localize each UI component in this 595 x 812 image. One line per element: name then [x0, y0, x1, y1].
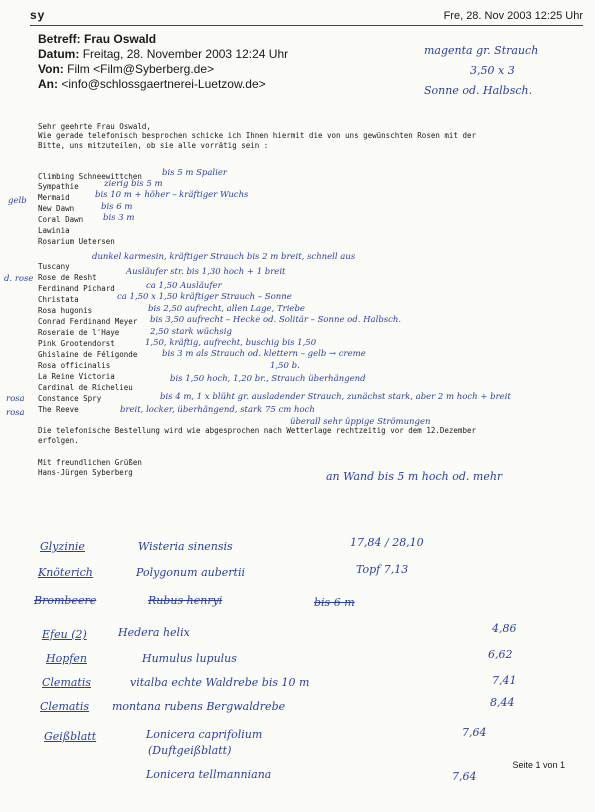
- plant-de: Efeu (2): [42, 628, 87, 641]
- plant-lat: Rubus henryi: [148, 594, 223, 607]
- plant-lat: Humulus lupulus: [142, 652, 237, 665]
- header-initials: sy: [30, 8, 46, 22]
- rose-item: Constance Spry: [38, 394, 102, 403]
- handwritten-note: breit, locker, überhängend, stark 75 cm hoch: [120, 405, 315, 415]
- margin-note-rosa: rosa: [6, 394, 25, 404]
- to-line: An: <info@schlossgaertnerei-Luetzow.de>: [38, 77, 266, 91]
- date-line: Datum: Freitag, 28. November 2003 12:24 Uhr: [38, 47, 289, 61]
- plant-extra: 7,64: [452, 770, 477, 783]
- handwritten-note: bis 2,50 aufrecht, allen Lage, Triebe: [148, 304, 305, 314]
- from-line: Von: Film <Film@Syberberg.de>: [38, 62, 215, 76]
- rose-item: Lawinia: [38, 226, 70, 235]
- rose-item: Sympathie: [38, 182, 79, 191]
- plant-de: Clematis: [42, 676, 92, 689]
- header-rule: [30, 25, 583, 26]
- closing-line-1: Die telefonische Bestellung wird wie abgesprochen nach Wetterlage rechtzeitig vor dem 12.Dezember: [38, 426, 476, 435]
- rose-item: Rosa hugonis: [38, 306, 93, 315]
- handwritten-note: bis 3 m: [103, 213, 135, 223]
- plant-de: Brombeere: [34, 594, 97, 607]
- rose-item: Roseraie de l'Haye: [38, 328, 120, 337]
- note-top-1: magenta gr. Strauch: [424, 44, 539, 57]
- plant-lat: vitalba echte Waldrebe bis 10 m: [130, 676, 310, 689]
- plant-lat: Lonicera caprifolium: [146, 728, 263, 741]
- rose-item: La Reine Victoria: [38, 372, 115, 381]
- rose-item: Coral Dawn: [38, 215, 84, 224]
- plant-extra: bis 6 m: [314, 596, 355, 609]
- header-datetime: Fre, 28. Nov 2003 12:25 Uhr: [443, 10, 583, 22]
- handwritten-note: bis 10 m + höher – kräftiger Wuchs: [95, 190, 249, 200]
- handwritten-note: bis 1,50 hoch, 1,20 br., Strauch überhängend: [170, 374, 366, 384]
- plant-de: Knöterich: [38, 566, 93, 579]
- handwritten-note: 1,50 b.: [270, 361, 300, 371]
- rose-item: Ferdinand Pichard: [38, 284, 115, 293]
- margin-note-rosa-2: rosa: [6, 408, 25, 418]
- plant-extra: 8,44: [490, 696, 515, 709]
- rose-item: Rosarium Uetersen: [38, 237, 115, 246]
- handwritten-note: 1,50, kräftig, aufrecht, buschig bis 1,50: [145, 338, 317, 348]
- plant-extra: 7,64: [462, 726, 487, 739]
- plant-extra: Topf 7,13: [356, 563, 409, 576]
- plant-de: Geißblatt: [44, 730, 97, 743]
- handwritten-note: ca 1,50 Ausläufer: [146, 281, 222, 291]
- plant-de: Clematis: [40, 700, 90, 713]
- plant-extra: 17,84 / 28,10: [350, 536, 424, 549]
- plant-extra: 6,62: [488, 648, 513, 661]
- plant-lat: Lonicera tellmanniana: [146, 768, 272, 781]
- plant-lat: Hedera helix: [118, 626, 190, 639]
- rose-item: The Reeve: [38, 405, 79, 414]
- note-top-3: Sonne od. Halbsch.: [424, 84, 533, 97]
- closing-line-2: erfolgen.: [38, 436, 79, 445]
- handwritten-note: bis 4 m, 1 x blüht gr. ausladender Strauch, zunächst stark, aber 2 m hoch + breit: [160, 392, 511, 402]
- rose-item: Rosa officinalis: [38, 361, 111, 370]
- handwritten-note: an Wand bis 5 m hoch od. mehr: [326, 470, 503, 483]
- plant-extra: 7,41: [492, 674, 517, 687]
- note-top-2: 3,50 x 3: [470, 64, 515, 77]
- signature: Hans-Jürgen Syberberg: [38, 468, 133, 477]
- handwritten-note: dunkel karmesin, kräftiger Strauch bis 2 m breit, schnell aus: [92, 252, 356, 262]
- rose-item: New Dawn: [38, 204, 75, 213]
- rose-item: Pink Grootendorst: [38, 339, 115, 348]
- handwritten-note: bis 3,50 aufrecht – Hecke od. Solitär – Sonne od. Halbsch.: [150, 315, 402, 325]
- handwritten-note: zierig bis 5 m: [104, 179, 163, 189]
- intro-line-1: Wie gerade telefonisch besprochen schicke ich Ihnen hiermit die von uns gewünschten Rosen mit der: [38, 131, 476, 140]
- plant-de: Hopfen: [46, 652, 87, 665]
- rose-item: Conrad Ferdinand Meyer: [38, 317, 138, 326]
- rose-item: Rose de Resht: [38, 273, 97, 282]
- plant-lat: montana rubens Bergwaldrebe: [112, 700, 286, 713]
- handwritten-note: Ausläufer str. bis 1,30 hoch + 1 breit: [126, 267, 286, 277]
- plant-extra: 4,86: [492, 622, 517, 635]
- page-number: Seite 1 von 1: [512, 760, 565, 770]
- handwritten-note: ca 1,50 x 1,50 kräftiger Strauch – Sonne: [117, 292, 292, 302]
- plant-de: Glyzinie: [40, 540, 85, 553]
- plant-lat: Polygonum aubertii: [136, 566, 245, 579]
- rose-item: Mermaid: [38, 193, 70, 202]
- rose-item: Ghislaine de Féligonde: [38, 350, 138, 359]
- greeting: Sehr geehrte Frau Oswald,: [38, 122, 151, 131]
- handwritten-note: bis 5 m Spalier: [162, 168, 227, 178]
- margin-note-drose: d. rose: [4, 274, 34, 284]
- intro-line-2: Bitte, uns mitzuteilen, ob sie alle vorrätig sein :: [38, 141, 269, 150]
- handwritten-note: 2,50 stark wüchsig: [150, 327, 232, 337]
- margin-note-gelb: gelb: [8, 196, 27, 206]
- plant-lat: Wisteria sinensis: [138, 540, 233, 553]
- rose-item: Climbing Schneewittchen: [38, 172, 142, 181]
- plant-de: (Duftgeißblatt): [148, 744, 232, 757]
- rose-item: Christata: [38, 295, 79, 304]
- rose-item: Cardinal de Richelieu: [38, 383, 133, 392]
- handwritten-note: überall sehr üppige Strömungen: [290, 417, 431, 427]
- rose-item: Tuscany: [38, 262, 70, 271]
- handwritten-note: bis 6 m: [101, 202, 133, 212]
- regards: Mit freundlichen Grüßen: [38, 458, 142, 467]
- handwritten-note: bis 3 m als Strauch od. klettern – gelb → creme: [162, 349, 366, 359]
- subject-line: Betreff: Frau Oswald: [38, 32, 157, 46]
